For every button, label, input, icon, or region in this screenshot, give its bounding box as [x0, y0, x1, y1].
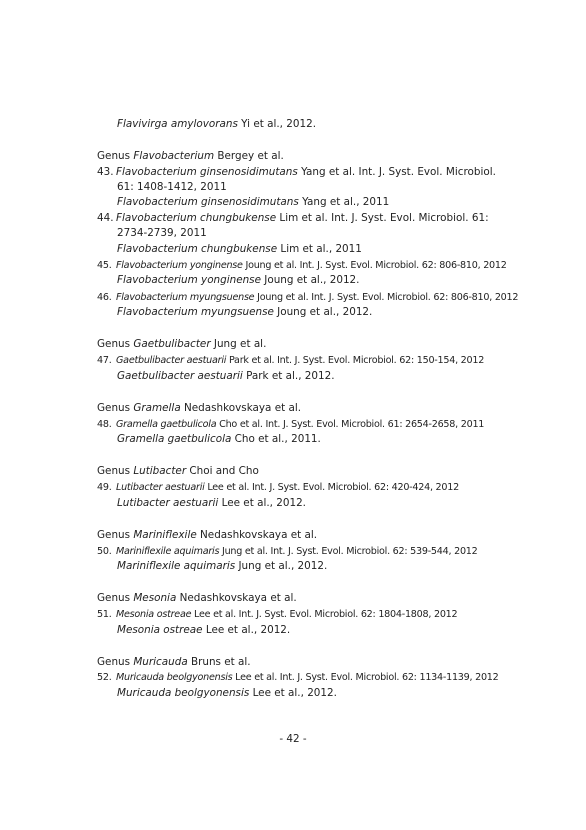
genus-heading: Genus Mariniflexile Nedashkovskaya et al. — [97, 529, 318, 541]
entry-47-ref: Gaetbulibacter aestuarii Park et al., 2012. — [117, 370, 335, 382]
entry-43: 43. Flavobacterium ginsenosidimutans Yang et al. Int. J. Syst. Evol. Microbiol. — [97, 166, 496, 178]
genus-heading: Genus Gaetbulibacter Jung et al. — [97, 338, 267, 350]
entry-51-ref: Mesonia ostreae Lee et al., 2012. — [117, 624, 291, 636]
entry-49-ref: Lutibacter aestuarii Lee et al., 2012. — [117, 497, 306, 509]
entry-44-ref: Flavobacterium chungbukense Lim et al., 2011 — [117, 243, 362, 255]
genus-heading: Genus Gramella Nedashkovskaya et al. — [97, 402, 302, 414]
entry-51: 51. Mesonia ostreae Lee et al. Int. J. Syst. Evol. Microbiol. 62: 1804-1808, 2012 — [97, 609, 458, 620]
entry-50-ref: Mariniflexile aquimaris Jung et al., 2012. — [117, 560, 328, 572]
entry-43-ref: Flavobacterium ginsenosidimutans Yang et al., 2011 — [117, 196, 390, 208]
entry-48-ref: Gramella gaetbulicola Cho et al., 2011. — [117, 433, 321, 445]
entry-45-ref: Flavobacterium yonginense Joung et al., 2012. — [117, 274, 360, 286]
genus-heading: Genus Lutibacter Choi and Cho — [97, 465, 259, 477]
entry-44-pages: 2734-2739, 2011 — [117, 227, 207, 239]
entry-49: 49. Lutibacter aestuarii Lee et al. Int. J. Syst. Evol. Microbiol. 62: 420-424, 2012 — [97, 482, 459, 493]
genus-heading: Genus Muricauda Bruns et al. — [97, 656, 251, 668]
entry-46: 46. Flavobacterium myungsuense Joung et al. Int. J. Syst. Evol. Microbiol. 62: 806-810, 2012 — [97, 292, 519, 303]
entry-48: 48. Gramella gaetbulicola Cho et al. Int. J. Syst. Evol. Microbiol. 61: 2654-2658, 2011 — [97, 419, 485, 430]
entry-47: 47. Gaetbulibacter aestuarii Park et al. Int. J. Syst. Evol. Microbiol. 62: 150-154, 2012 — [97, 355, 485, 366]
genus-heading: Genus Mesonia Nedashkovskaya et al. — [97, 592, 297, 604]
entry-50: 50. Mariniflexile aquimaris Jung et al. Int. J. Syst. Evol. Microbiol. 62: 539-544, 2012 — [97, 546, 478, 557]
entry-52: 52. Muricauda beolgyonensis Lee et al. Int. J. Syst. Evol. Microbiol. 62: 1134-1139, 2012 — [97, 672, 499, 683]
entry-46-ref: Flavobacterium myungsuense Joung et al., 2012. — [117, 306, 373, 318]
entry-ref-line: Flavivirga amylovorans Yi et al., 2012. — [117, 118, 317, 130]
genus-heading: Genus Flavobacterium Bergey et al. — [97, 150, 284, 162]
entry-45: 45. Flavobacterium yonginense Joung et al. Int. J. Syst. Evol. Microbiol. 62: 806-810, 2012 — [97, 260, 507, 271]
entry-44: 44. Flavobacterium chungbukense Lim et al. Int. J. Syst. Evol. Microbiol. 61: — [97, 212, 489, 224]
entry-43-pages: 61: 1408-1412, 2011 — [117, 181, 227, 193]
entry-52-ref: Muricauda beolgyonensis Lee et al., 2012. — [117, 687, 337, 699]
page-number: - 42 - — [279, 733, 307, 745]
